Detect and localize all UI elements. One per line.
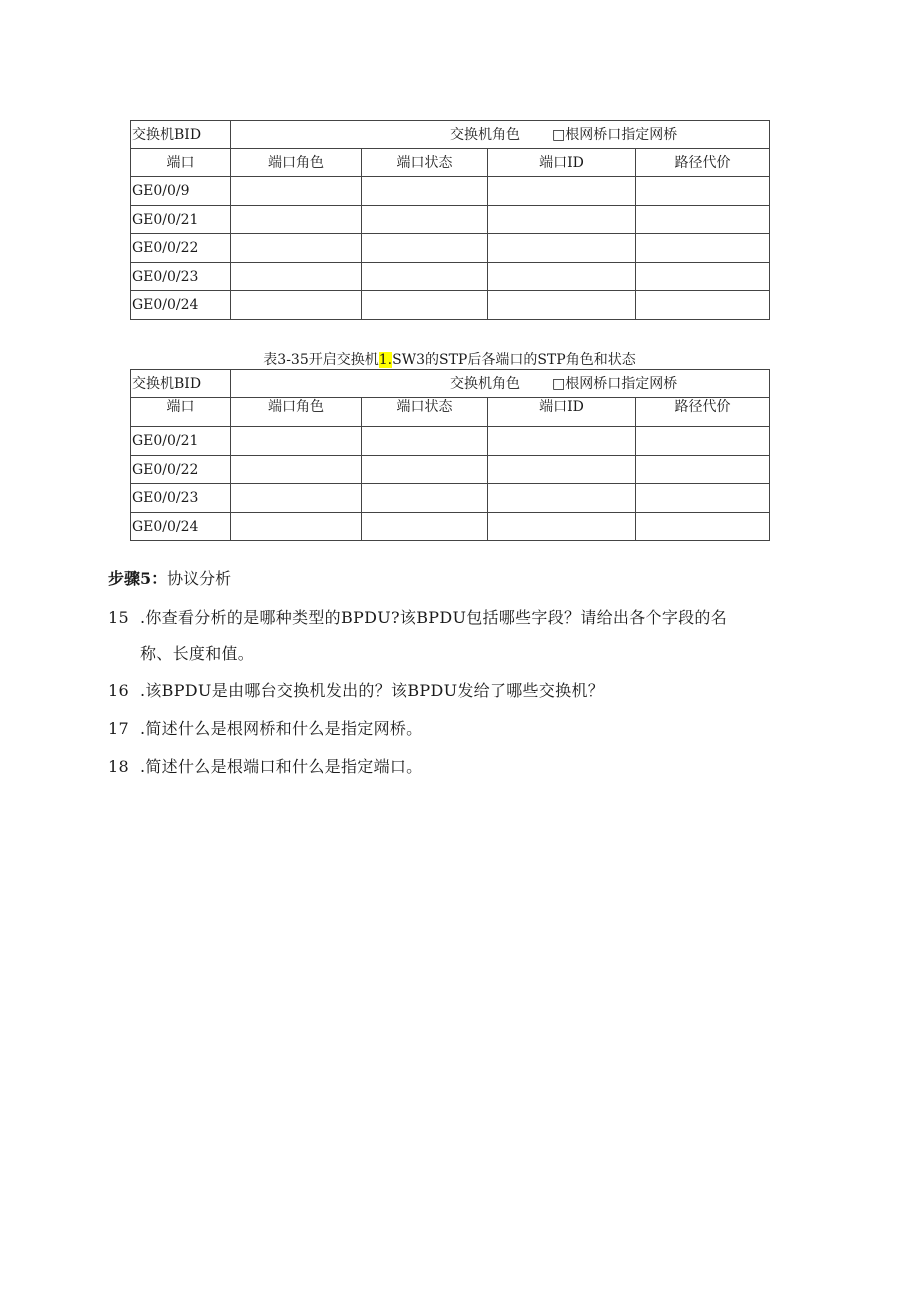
- step-heading: [108, 566, 231, 589]
- port-name: GE0/0/22: [131, 456, 231, 484]
- cell-port-state: [362, 484, 488, 513]
- cell-port-state: [362, 291, 488, 320]
- cell-path-cost: [636, 177, 770, 206]
- cell-port-id: [488, 177, 636, 206]
- cell-port-role: [231, 484, 362, 513]
- cell-port-id: [488, 291, 636, 320]
- cell-port-id: [488, 456, 636, 484]
- header-row: [131, 398, 770, 427]
- header-path-cost: 路径代价: [636, 149, 770, 177]
- cell-port-role: [231, 234, 362, 263]
- cell-port-state: [362, 206, 488, 234]
- cell-port-role: [231, 206, 362, 234]
- cell-port-id: [488, 206, 636, 234]
- header-path-cost: 路径代价: [636, 398, 770, 427]
- header-port-id: 端口ID: [488, 149, 636, 177]
- table-caption: [130, 349, 769, 369]
- port-name: GE0/0/23: [131, 263, 231, 291]
- cell-port-id: [488, 484, 636, 513]
- question-16: [108, 678, 604, 701]
- caption-text-after: SW3的STP后各端口的STP角色和状态: [392, 352, 636, 368]
- switch-role-label: 交换机角色: [450, 126, 520, 143]
- switch-role-label: 交换机角色: [450, 375, 520, 392]
- port-name: GE0/0/21: [131, 427, 231, 456]
- cell-port-state: [362, 263, 488, 291]
- port-name: GE0/0/9: [131, 177, 231, 206]
- cell-path-cost: [636, 484, 770, 513]
- table-row: [131, 427, 770, 456]
- header-port-state: 端口状态: [362, 149, 488, 177]
- step-label: 步骤5：: [108, 569, 168, 588]
- cell-port-role: [231, 177, 362, 206]
- cell-port-role: [231, 456, 362, 484]
- cell-port-role: [231, 513, 362, 541]
- cell-path-cost: [636, 263, 770, 291]
- cell-port-role: [231, 427, 362, 456]
- port-name: GE0/0/22: [131, 234, 231, 263]
- cell-port-state: [362, 456, 488, 484]
- cell-port-state: [362, 234, 488, 263]
- question-15: [108, 605, 727, 628]
- cell-port-id: [488, 513, 636, 541]
- table-row: [131, 206, 770, 234]
- port-name: GE0/0/24: [131, 513, 231, 541]
- table-row: [131, 456, 770, 484]
- cell-port-id: [488, 427, 636, 456]
- cell-path-cost: [636, 513, 770, 541]
- question-text: .该BPDU是由哪台交换机发出的？该BPDU发给了哪些交换机？: [140, 681, 605, 700]
- cell-path-cost: [636, 206, 770, 234]
- question-18: [108, 754, 423, 777]
- cell-path-cost: [636, 456, 770, 484]
- caption-text-before: 表3-35开启交换机: [263, 352, 379, 368]
- step-title: 协议分析: [167, 569, 232, 588]
- question-15-continued: 称、长度和值。: [140, 644, 255, 663]
- cell-path-cost: [636, 291, 770, 320]
- cell-port-role: [231, 291, 362, 320]
- switch-role-options: □根网桥口指定网桥: [552, 375, 678, 392]
- caption-highlight: 1.: [378, 352, 393, 368]
- cell-port-state: [362, 427, 488, 456]
- table-row: [131, 263, 770, 291]
- switch-role-cell: [231, 370, 770, 398]
- bid-label: 交换机BID: [131, 121, 231, 149]
- cell-port-role: [231, 263, 362, 291]
- question-number: 18: [108, 757, 129, 776]
- cell-port-state: [362, 513, 488, 541]
- question-text: .你查看分析的是哪种类型的BPDU?该BPDU包括哪些字段？请给出各个字段的名: [140, 608, 728, 627]
- header-port-id: 端口ID: [488, 398, 636, 427]
- table-row: [131, 484, 770, 513]
- table-row: [131, 234, 770, 263]
- cell-port-id: [488, 263, 636, 291]
- port-name: GE0/0/21: [131, 206, 231, 234]
- table-row: [131, 177, 770, 206]
- header-row: [131, 149, 770, 177]
- port-name: GE0/0/23: [131, 484, 231, 513]
- bid-label: 交换机BID: [131, 370, 231, 398]
- header-port-role: 端口角色: [231, 398, 362, 427]
- question-17: [108, 716, 423, 739]
- question-text: .简述什么是根端口和什么是指定端口。: [140, 757, 423, 776]
- switch-role-cell: [231, 121, 770, 149]
- header-port: 端口: [131, 149, 231, 177]
- question-number: 15: [108, 608, 129, 627]
- port-name: GE0/0/24: [131, 291, 231, 320]
- cell-port-id: [488, 234, 636, 263]
- stp-table-2: [130, 369, 770, 541]
- switch-role-options: □根网桥口指定网桥: [552, 126, 678, 143]
- cell-path-cost: [636, 427, 770, 456]
- cell-port-state: [362, 177, 488, 206]
- question-text: .简述什么是根网桥和什么是指定网桥。: [140, 719, 423, 738]
- cell-path-cost: [636, 234, 770, 263]
- table-row: [131, 291, 770, 320]
- header-port: 端口: [131, 398, 231, 427]
- header-port-role: 端口角色: [231, 149, 362, 177]
- table-row: [131, 513, 770, 541]
- question-number: 17: [108, 719, 129, 738]
- stp-table-1: [130, 120, 770, 320]
- header-port-state: 端口状态: [362, 398, 488, 427]
- question-number: 16: [108, 681, 129, 700]
